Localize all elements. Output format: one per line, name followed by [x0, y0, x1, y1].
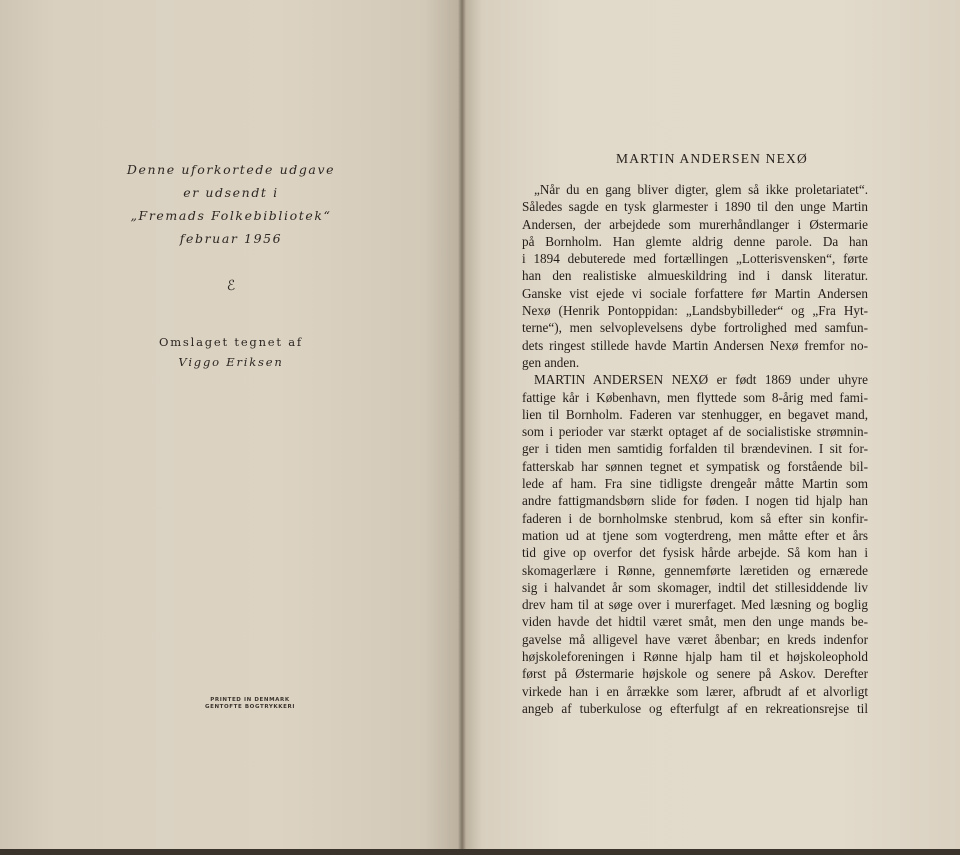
- body-line: dets ringest stillede havde Martin Andersen Nexø fremfor no-: [522, 337, 868, 353]
- body-line: på Bornholm. Han glemte aldrig denne parole. Da han: [522, 233, 868, 249]
- book-gutter: [458, 0, 466, 855]
- running-head: MARTIN ANDERSEN NEXØ: [616, 151, 808, 166]
- left-page: [0, 0, 462, 855]
- body-line: drev ham til at søge over i murerfaget. Med læsning og boglig: [522, 597, 868, 613]
- colophon-line: er udsendt i: [183, 185, 279, 200]
- body-line: mation ud at tjene som vogterdreng, men måtte efter et års: [522, 527, 868, 543]
- body-line: Således sagde en tysk glarmester i 1890 til den unge Martin: [522, 199, 868, 215]
- body-line: lien til Bornholm. Faderen var stenhugger, en begavet mand,: [522, 406, 868, 422]
- body-line: viden havde det hidtil været småt, men den unge mands be-: [522, 614, 868, 630]
- body-line: sig i halvandet år som skomager, indtil det stillesiddende liv: [522, 579, 868, 595]
- colophon-line: „Fremads Folkebibliotek“: [130, 208, 332, 223]
- body-line: han den realistiske almueskildring ind i dansk literatur.: [522, 268, 868, 284]
- body-line: tid give op overfor det fysisk hårde arbejde. Så kom han i: [522, 545, 868, 561]
- body-line: lede af ham. Fra sine tidligste drengeår måtte Martin som: [522, 476, 868, 492]
- body-line: fattige kår i København, men flyttede som 8-årig med fami-: [522, 389, 868, 405]
- body-line: som i perioder var stærkt optaget af de socialistiske strømnin-: [522, 424, 868, 440]
- printer-line: PRINTED IN DENMARK: [210, 697, 290, 703]
- body-text: [522, 181, 868, 717]
- body-line: virkede han i en årrække som lærer, afbrudt af et alvorligt: [522, 683, 868, 699]
- cover-credit-label: Omslaget tegnet af: [158, 335, 303, 349]
- body-line: højskoleforeningen i Rønne hjalp ham til et højskoleophold: [522, 649, 868, 665]
- body-line: angeb af tuberkulose og efterfulgt af en rekreationsrejse til: [522, 700, 868, 716]
- body-line: Andersen, der arbejdede som murerhåndlanger i Østermarie: [522, 216, 868, 232]
- body-line: terne“), men selvoplevelsens dybe fortrolighed med samfun-: [522, 320, 868, 336]
- printer-line: GENTOFTE BOGTRYKKERI: [205, 704, 295, 710]
- cover-credit-artist: Viggo Eriksen: [178, 355, 284, 369]
- printer-imprint: [0, 697, 500, 711]
- body-line: fatterskab har sønnen tegnet et sympatisk og forstående bil-: [522, 458, 868, 474]
- colophon-line: Denne uforkortede udgave: [126, 162, 336, 177]
- ornament-icon: ℰ: [226, 278, 236, 294]
- body-line: gen anden.: [522, 354, 580, 370]
- body-line: først på Østermarie højskole og senere på Askov. Derefter: [522, 666, 868, 682]
- body-line: gavelse må alligevel have været åbenbar; en kreds indenfor: [522, 631, 868, 647]
- body-line: Ganske vist ejede vi sociale forfattere før Martin Andersen: [522, 285, 868, 301]
- body-line: ger i tiden men samtidig forfalden til brændevinen. I sit for-: [522, 441, 868, 457]
- cover-credit: [0, 332, 462, 372]
- body-line: „Når du en gang bliver digter, glem så ikke proletariatet“.: [534, 182, 868, 197]
- body-line: skomagerlære i Rønne, gennemførte læretiden og ernærede: [522, 562, 868, 578]
- body-line: Nexø (Henrik Pontoppidan: „Landsbybilleder“ og „Fra Hyt-: [522, 303, 868, 319]
- body-line: i 1894 debuterede med fortællingen „Lotterisvensken“, førte: [522, 251, 868, 267]
- body-line: andre fattigmandsbørn slide for føden. I nogen tid hjalp han: [522, 493, 868, 509]
- table-edge: [0, 849, 960, 855]
- body-line: faderen i de bornholmske stenbrud, kom så efter sin konfir-: [522, 510, 868, 526]
- body-line: MARTIN ANDERSEN NEXØ er født 1869 under uhyre: [534, 372, 868, 388]
- colophon-line: februar 1956: [179, 231, 283, 246]
- colophon: [0, 158, 462, 250]
